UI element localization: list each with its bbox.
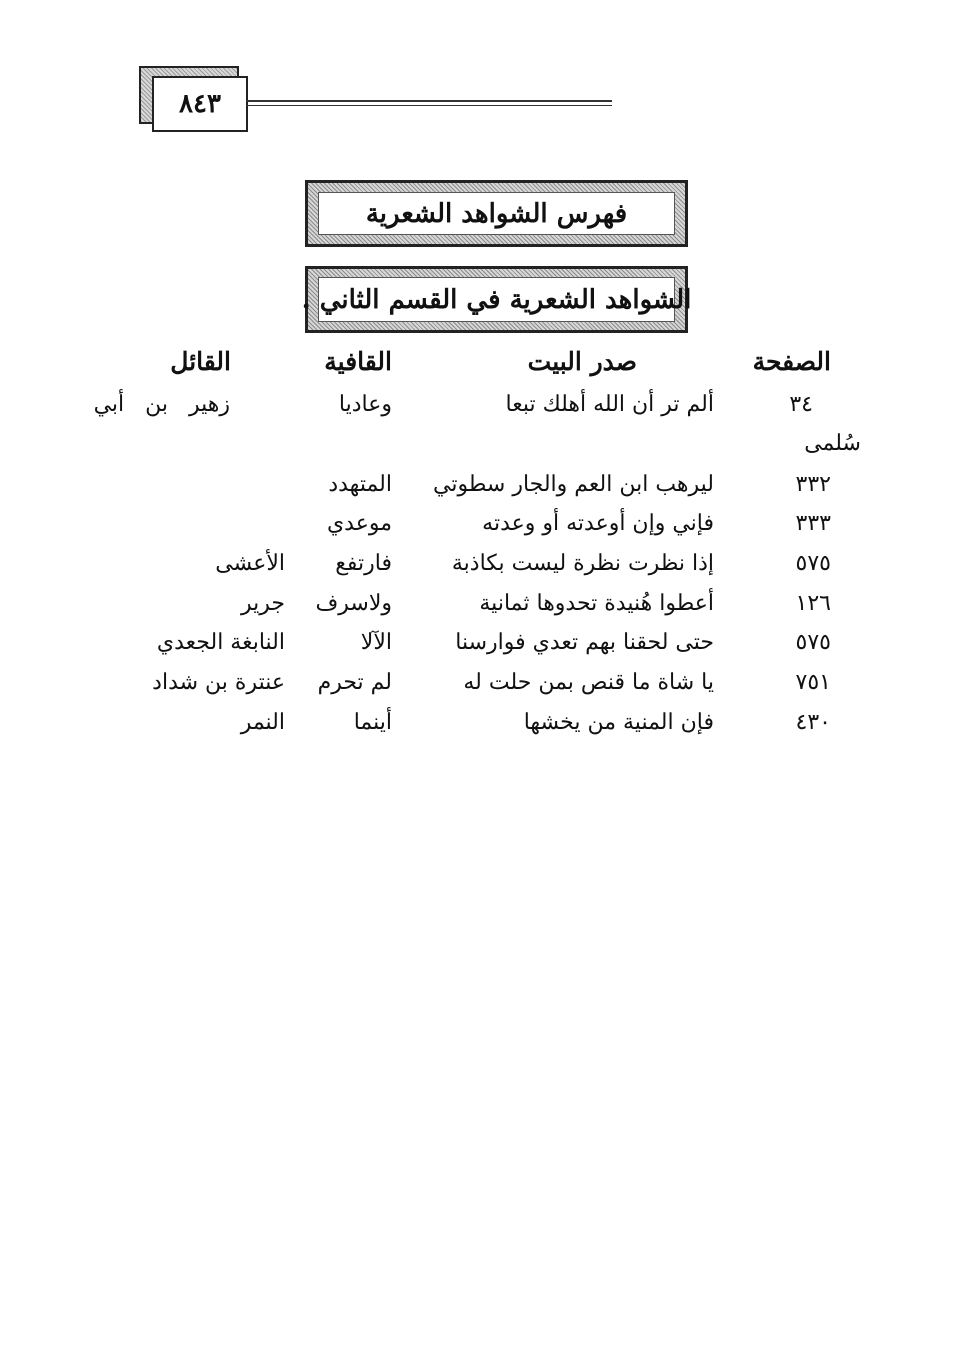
row-rhyme: موعدي (326, 511, 392, 536)
row-verse: يا شاة ما قنص بمن حلت له (463, 670, 714, 695)
row-rhyme: وعاديا (338, 392, 392, 417)
row-page: ٣٤ (789, 392, 813, 417)
row-rhyme: فارتفع (335, 551, 392, 576)
row-poet: النمر (240, 710, 285, 735)
index-title: فهرس الشواهد الشعرية (318, 192, 675, 235)
row-page: ٧٥١ (795, 670, 831, 695)
row-page: ٣٣٣ (795, 511, 831, 536)
row-page: ١٢٦ (795, 591, 831, 616)
row-verse: حتى لحقنا بهم تعدي فوارسنا (455, 630, 714, 655)
header-poet: القائل (170, 347, 231, 376)
row-page: ٥٧٥ (795, 630, 831, 655)
header-rule-thin (246, 105, 612, 106)
row-verse: إذا نظرت نظرة ليست بكاذبة (451, 551, 714, 576)
row-page: ٤٣٠ (795, 710, 831, 735)
section-title-frame (301, 266, 692, 333)
header-rule (246, 100, 612, 102)
row-verse: أعطوا هُنيدة تحدوها ثمانية (479, 591, 714, 616)
row-verse: فإن المنية من يخشها (523, 710, 714, 735)
header-page: الصفحة (752, 347, 831, 376)
row-rhyme: ولاسرف (315, 591, 392, 616)
index-title-frame (305, 180, 688, 247)
row-poet: عنترة بن شداد (152, 670, 285, 695)
row-verse: فإني وإن أوعدته أو وعدته (482, 511, 714, 536)
page-number: ٨٤٣ (152, 76, 248, 132)
row-poet-continued: سُلمى (804, 431, 861, 456)
row-page: ٥٧٥ (795, 551, 831, 576)
row-rhyme: المتهدد (328, 472, 392, 497)
row-poet: جرير (241, 591, 285, 616)
row-poet: النابغة الجعدي (156, 630, 285, 655)
row-rhyme: أينما (353, 710, 392, 735)
row-poet: الأعشى (215, 551, 285, 576)
header-rhyme: القافية (324, 347, 392, 376)
row-rhyme: الآلا (360, 630, 392, 655)
row-verse: ليرهب ابن العم والجار سطوتي (433, 472, 714, 497)
row-rhyme: لم تحرم (317, 670, 392, 695)
row-poet: زهير بن أبي (93, 392, 230, 417)
row-verse: ألم تر أن الله أهلك تبعا (505, 392, 714, 417)
header-verse: صدر البيت (527, 347, 637, 376)
section-title: الشواهد الشعرية في القسم الثاني . (318, 277, 675, 322)
row-page: ٣٣٢ (795, 472, 831, 497)
